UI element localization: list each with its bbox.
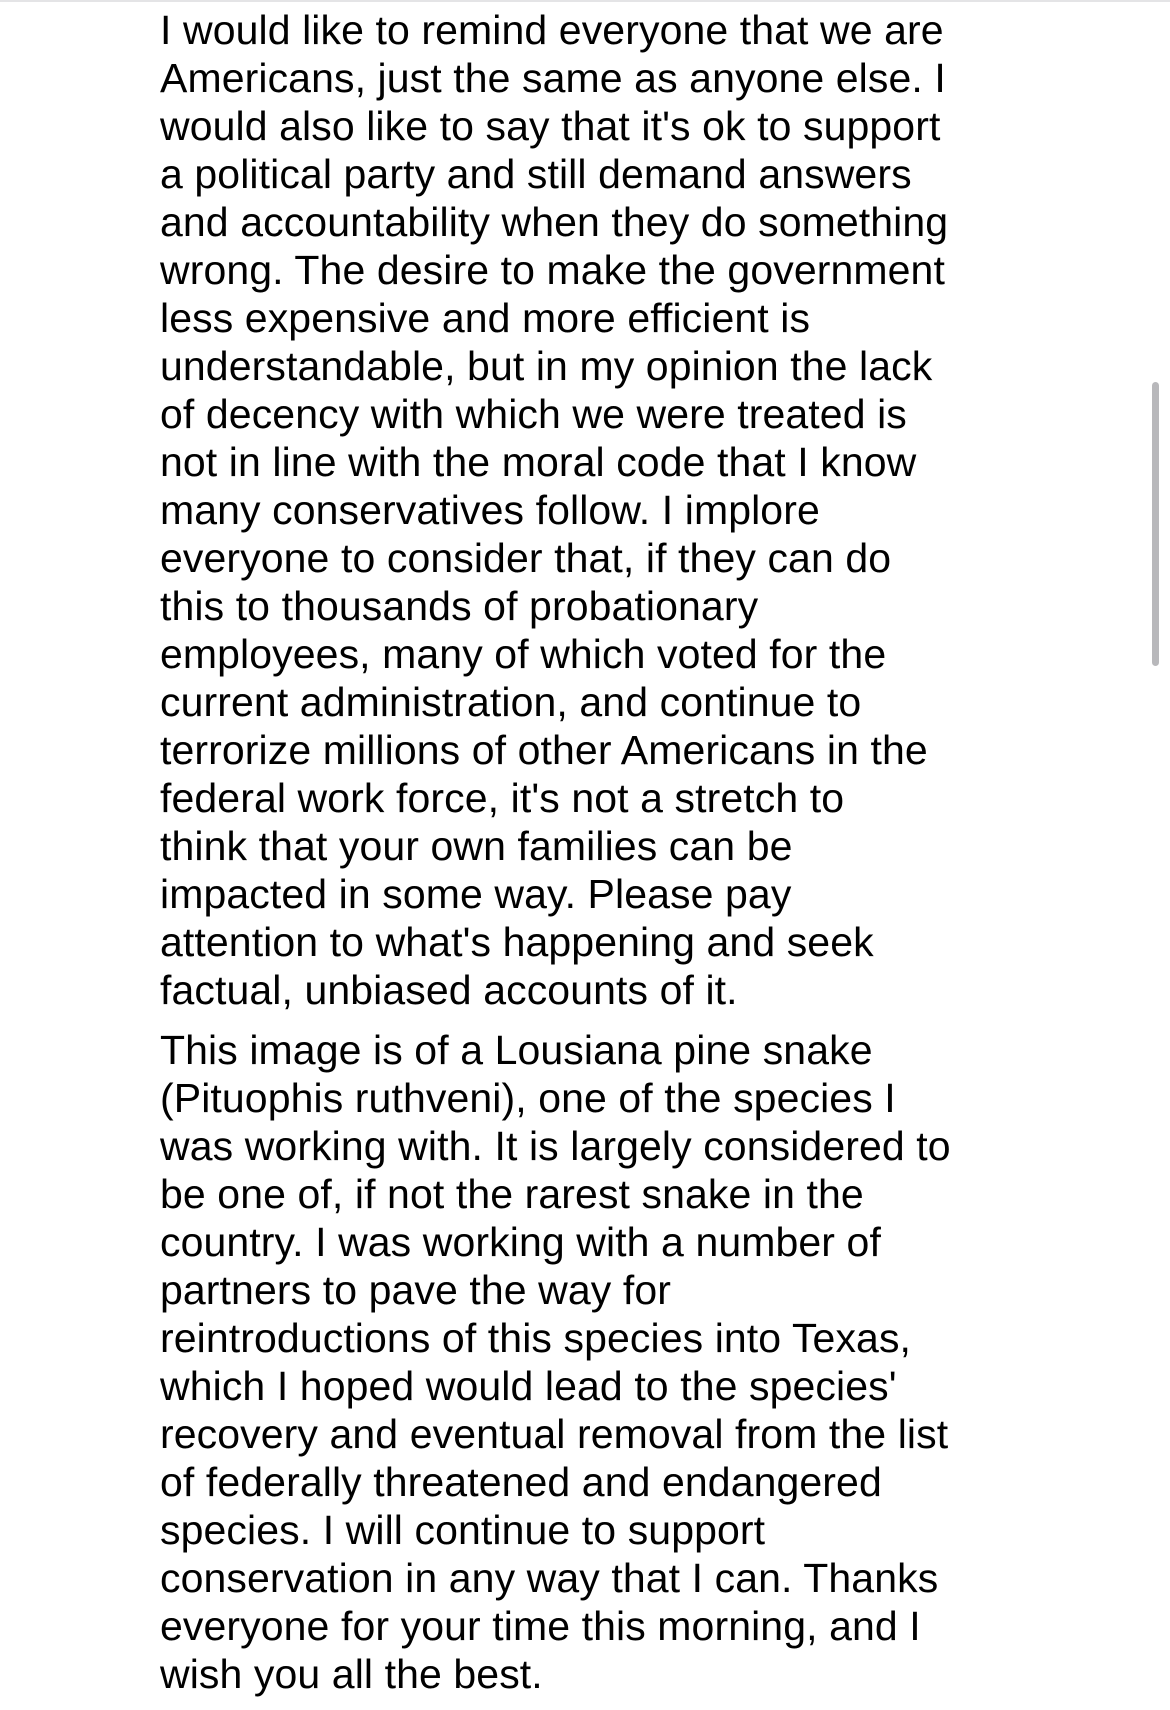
text-line: This image is of a Lousiana pine snake [160, 1027, 873, 1073]
paragraph-1 [160, 6, 1020, 1014]
text-line: wish you all the best. [160, 1651, 543, 1697]
text-line: understandable, but in my opinion the lack [160, 343, 933, 389]
text-line: everyone for your time this morning, and I [160, 1603, 921, 1649]
text-line: employees, many of which voted for the [160, 631, 887, 677]
text-line: of federally threatened and endangered [160, 1459, 882, 1505]
text-line: this to thousands of probationary [160, 583, 759, 629]
text-line: country. I was working with a number of [160, 1219, 881, 1265]
text-line: partners to pave the way for [160, 1267, 672, 1313]
text-line: was working with. It is largely considered to [160, 1123, 951, 1169]
text-line: impacted in some way. Please pay [160, 871, 792, 917]
text-line: attention to what's happening and seek [160, 919, 874, 965]
text-line: species. I will continue to support [160, 1507, 766, 1553]
paragraph-2 [160, 1026, 1020, 1698]
text-line: wrong. The desire to make the government [160, 247, 945, 293]
vertical-scrollbar[interactable] [1146, 0, 1170, 1697]
text-line: conservation in any way that I can. Thanks [160, 1555, 939, 1601]
text-line: and accountability when they do something [160, 199, 949, 245]
text-line: current administration, and continue to [160, 679, 862, 725]
text-line: be one of, if not the rarest snake in the [160, 1171, 864, 1217]
scrollbar-thumb[interactable] [1152, 382, 1159, 666]
text-line: less expensive and more efficient is [160, 295, 811, 341]
text-line: think that your own families can be [160, 823, 793, 869]
text-line: would also like to say that it's ok to support [160, 103, 941, 149]
text-line: factual, unbiased accounts of it. [160, 967, 738, 1013]
text-line: (Pituophis ruthveni), one of the species I [160, 1075, 896, 1121]
text-line: which I hoped would lead to the species' [160, 1363, 897, 1409]
text-line: many conservatives follow. I implore [160, 487, 820, 533]
text-line: everyone to consider that, if they can do [160, 535, 892, 581]
text-line: federal work force, it's not a stretch to [160, 775, 845, 821]
text-line: not in line with the moral code that I know [160, 439, 917, 485]
text-line: terrorize millions of other Americans in the [160, 727, 928, 773]
post-text-body [160, 6, 1020, 1710]
text-line: Americans, just the same as anyone else. I [160, 55, 946, 101]
text-line: a political party and still demand answers [160, 151, 912, 197]
top-divider [0, 0, 1170, 2]
text-line: of decency with which we were treated is [160, 391, 907, 437]
text-line: I would like to remind everyone that we are [160, 7, 944, 53]
text-line: recovery and eventual removal from the list [160, 1411, 949, 1457]
text-line: reintroductions of this species into Texas, [160, 1315, 912, 1361]
